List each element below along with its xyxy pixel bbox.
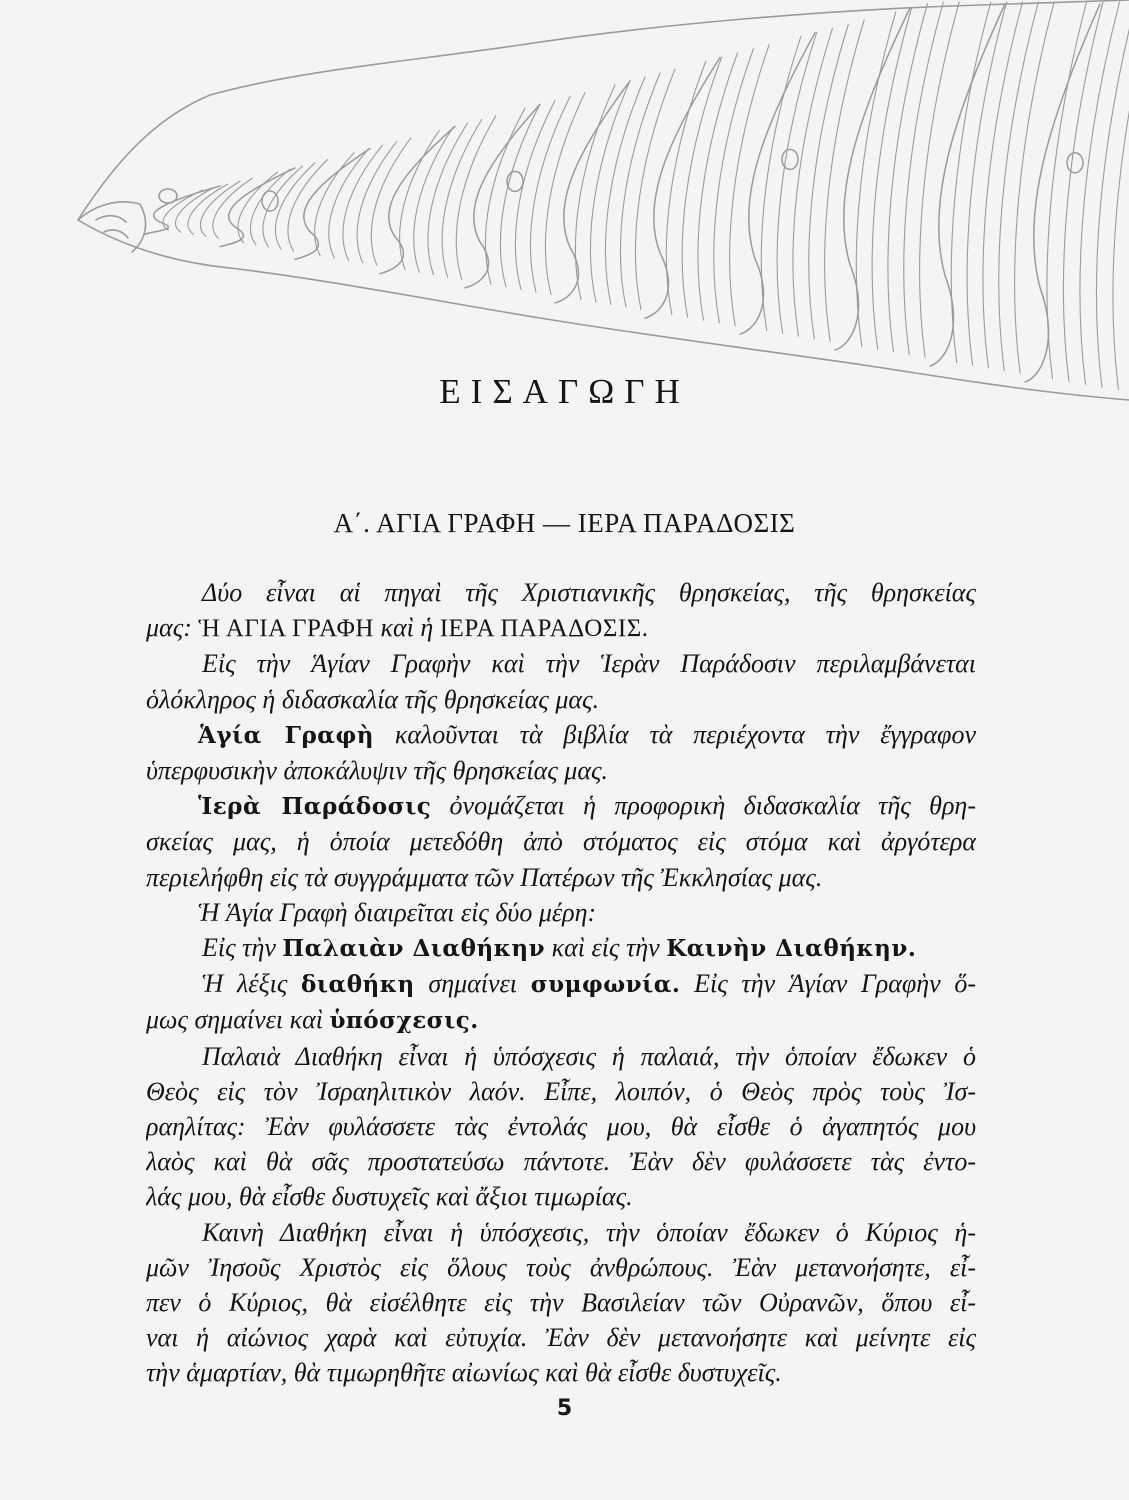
shell-rib-line bbox=[698, 53, 738, 320]
shell-rib-line bbox=[275, 163, 315, 249]
shell-whorl-segment bbox=[295, 149, 370, 260]
shell-rib-line bbox=[983, 2, 1023, 368]
text-line: Δύο εἶναι αἱ πηγαὶ τῆς Χριστιανικῆς θρησκείας, τῆς θρησκείας bbox=[202, 578, 976, 607]
shell-rib-line bbox=[951, 2, 991, 363]
page-number: 5 bbox=[556, 1396, 573, 1421]
bold-term: συμφωνία. bbox=[530, 971, 681, 999]
bold-term: Ἁγία Γραφὴ bbox=[198, 721, 375, 749]
text-line: Ἡ λέξις διαθήκη σημαίνει συμφωνία. Εἰς τὴν Ἁγίαν Γραφὴν ὅ- bbox=[202, 969, 976, 999]
shell-rib-line bbox=[999, 2, 1039, 371]
shell-rib-line bbox=[793, 28, 833, 336]
shell-rib-line bbox=[1113, 2, 1129, 390]
bold-term: ὑπόσχεσις. bbox=[329, 1007, 479, 1035]
shell-whorl-segment bbox=[465, 104, 540, 288]
shell-rib-line bbox=[238, 172, 278, 243]
bold-term: διαθήκη bbox=[301, 971, 415, 999]
bold-term: Ἱερὰ Παράδοσις bbox=[198, 793, 432, 821]
shell-rib-line bbox=[666, 61, 706, 315]
text-line: περιελήφθη εἰς τὰ συγγράμματα τῶν Πατέρων τῆς Ἐκκλησίας μας. bbox=[146, 862, 823, 892]
text-line: ναι ἡ αἰώνιος χαρὰ καὶ εὐτυχία. Ἐὰν δὲν μετανοήσητε καὶ μείνητε εἰς bbox=[146, 1323, 976, 1353]
shell-rib-line bbox=[714, 49, 754, 323]
shell-rib-line bbox=[188, 184, 228, 234]
shell-rib-line bbox=[904, 2, 944, 355]
text-line: λάς μου, θὰ εἶσθε δυστυχεῖς καὶ ἄξιοι τιμωρίας. bbox=[146, 1182, 633, 1212]
text-line: Εἰς τὴν Παλαιὰν Διαθήκην καὶ εἰς τὴν Καινὴν Διαθήκην. bbox=[202, 933, 917, 963]
text-line: μας: Ἡ ΑΓΙΑ ΓΡΑΦΗ καὶ ἡ ΙΕΡΑ ΠΑΡΑΔΟΣΙΣ. bbox=[146, 613, 649, 643]
text-line: λαὸς καὶ θὰ σᾶς προστατεύσω πάντοτε. Ἐὰν δὲν φυλάσσετε τὰς ἐντο- bbox=[146, 1147, 976, 1177]
shell-rib-line bbox=[761, 37, 801, 331]
text-line: τὴν ἁμαρτίαν, θὰ τιμωρηθῆτε αἰωνίως καὶ θὰ εἶσθε δυστυχεῖς. bbox=[146, 1358, 782, 1388]
shell-rib-line bbox=[263, 166, 303, 247]
shell-rib-line bbox=[1096, 2, 1129, 387]
shell-rib-line bbox=[888, 4, 928, 352]
text-line: πεν ὁ Κύριος, θὰ εἰσέλθητε εἰς τὴν Βασιλείαν τῶν Οὐρανῶν, ὅπου εἶ- bbox=[146, 1288, 976, 1318]
shell-rib-line bbox=[920, 2, 960, 357]
text-line: ὑπερφυσικὴν ἀποκάλυψιν τῆς θρησκείας μας. bbox=[146, 756, 609, 786]
text-line: Ἁγία Γραφὴ καλοῦνται τὰ βιβλία τὰ περιέχοντα τὴν ἔγγραφον bbox=[198, 719, 976, 749]
text-line: ραηλίτας: Ἐὰν φυλάσσετε τὰς ἐντολάς μου, θὰ εἶσθε ὁ ἀγαπητός μου bbox=[146, 1112, 976, 1142]
shell-rib-line bbox=[545, 93, 585, 295]
shell-whorl-segment bbox=[220, 168, 295, 247]
shell-whorl-segment bbox=[555, 81, 630, 303]
body-text bbox=[146, 575, 976, 1391]
shell-rib-line bbox=[809, 24, 849, 339]
text-line: Παλαιὰ Διαθήκη εἶναι ἡ ὑπόσχεσις ἡ παλαιά, τὴν ὁποίαν ἔδωκεν ὁ bbox=[202, 1041, 976, 1071]
shell-rib-line bbox=[777, 32, 817, 333]
text-line: Ἱερὰ Παράδοσις ὀνομάζεται ἡ προφορικὴ διδασκαλία τῆς θρη- bbox=[198, 791, 976, 821]
shell-rib-line bbox=[682, 57, 722, 317]
text-line: μῶν Ἰησοῦς Χριστὸς εἰς ὅλους τοὺς ἀνθρώπους. Ἐὰν μετανοήσητε, εἶ- bbox=[146, 1252, 976, 1282]
text-line: μως σημαίνει καὶ ὑπόσχεσις. bbox=[146, 1005, 479, 1035]
text-line: Εἰς τὴν Ἁγίαν Γραφὴν καὶ τὴν Ἱερὰν Παράδοσιν περιλαμβάνεται bbox=[202, 649, 976, 679]
text-line: ὁλόκληρος ἡ διδασκαλία τῆς θρησκείας μας. bbox=[146, 684, 600, 714]
bold-term: Παλαιὰν Διαθήκην bbox=[282, 935, 546, 963]
text-line: Ἡ Ἁγία Γραφὴ διαιρεῖται εἰς δύο μέρη: bbox=[198, 897, 597, 927]
shell-spot bbox=[1067, 153, 1083, 173]
shell-rib-line bbox=[635, 69, 675, 309]
shell-rib-line bbox=[872, 8, 912, 350]
shell-rib-line bbox=[163, 190, 203, 230]
bold-term: Καινὴν Διαθήκην. bbox=[666, 935, 917, 963]
section-heading: Α΄. ΑΓΙΑ ΓΡΑΦΗ — ΙΕΡΑ ΠΑΡΑΔΟΣΙΣ bbox=[333, 508, 796, 538]
shell-rib-line bbox=[967, 2, 1007, 365]
text-line: σκείας μας, ἡ ὁποία μετεδόθη ἀπὸ στόματος εἰς στόμα καὶ ἀργότερα bbox=[146, 827, 976, 857]
shell-rib-line bbox=[213, 178, 253, 238]
text-line: Θεὸς εἰς τὸν Ἰσραηλιτικὸν λαόν. Εἶπε, λοιπόν, ὁ Θεὸς πρὸς τοὺς Ἰσ- bbox=[146, 1076, 976, 1106]
shell-rib-line bbox=[856, 12, 896, 347]
text-line: Καινὴ Διαθήκη εἶναι ἡ ὑπόσχεσις, τὴν ὁποίαν ἔδωκεν ὁ Κύριος ἡ- bbox=[202, 1217, 976, 1247]
page-title: ΕΙΣΑΓΩΓΗ bbox=[439, 372, 690, 411]
shell-tip bbox=[78, 202, 146, 252]
